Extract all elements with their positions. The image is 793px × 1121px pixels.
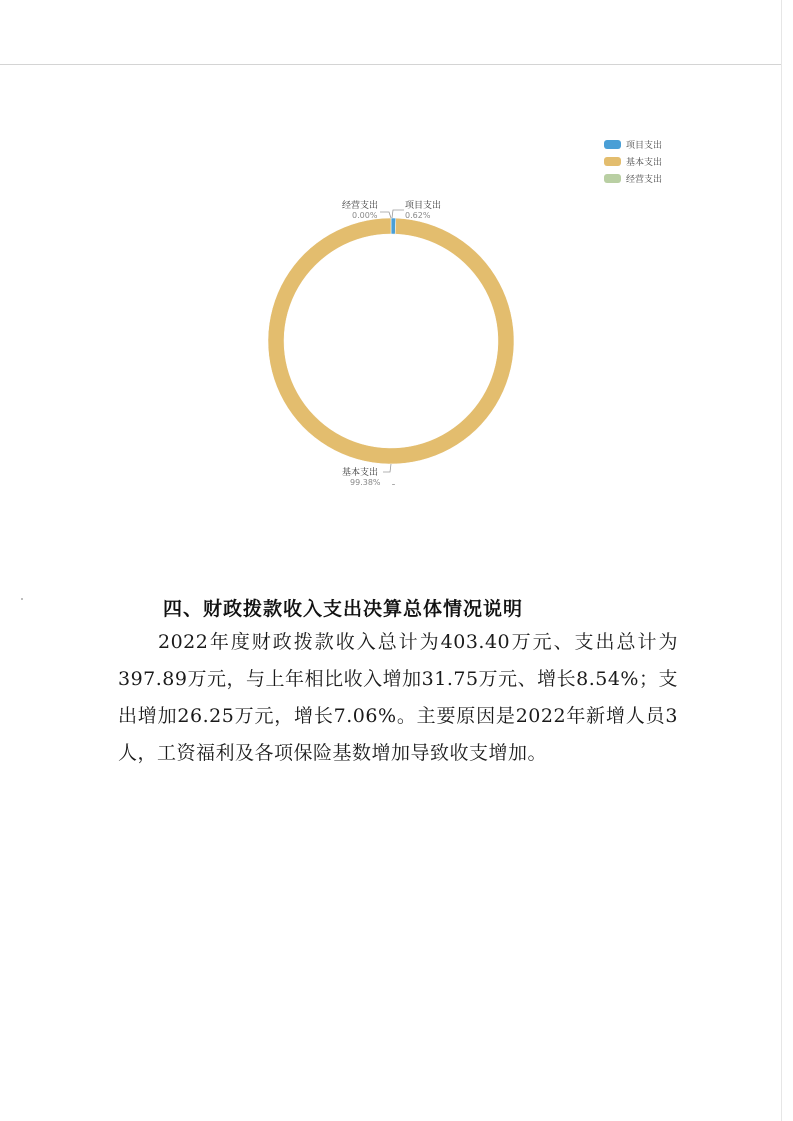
slice-label-basic [342,468,381,488]
scan-speck [21,598,23,600]
section-paragraph: 2022年度财政拨款收入总计为403.40万元、支出总计为397.89万元，与上年相比收入增加31.75万元、增长8.54%；支出增加26.25万元，增长7.06%。主要原因是2022年新增人员3人，工资福利及各项保险基数增加导致收支增加。 [118,631,678,764]
legend-swatch-basic [604,157,621,166]
slice-label-project [405,201,441,221]
legend-item-basic [604,153,662,170]
legend-label-basic: 基本支出 [626,158,663,168]
section-heading: 四、财政拨款收入支出决算总体情况说明 [163,598,524,620]
donut-slices [268,218,514,464]
legend-label-project: 项目支出 [626,141,663,151]
leader-line-basic [383,464,391,472]
chart-legend [604,136,662,187]
slice-label-basic-name: 基本支出 [342,468,379,478]
slice-label-project-value: 0.62% [405,211,431,220]
leader-line-operating [380,212,391,218]
slice-label-project-name: 项目支出 [405,201,442,211]
legend-swatch-project [604,140,621,149]
slice-label-operating [342,201,378,221]
legend-item-project [604,136,662,153]
donut-slice-basic [268,218,514,464]
slice-label-operating-name: 经营支出 [342,201,379,211]
legend-swatch-operating [604,174,621,183]
scan-speck [392,484,395,485]
donut-chart [0,0,793,560]
leader-line-project [392,210,404,218]
slice-label-operating-value: 0.00% [352,211,378,220]
label-leader-lines [380,210,404,472]
legend-item-operating [604,170,662,187]
legend-label-operating: 经营支出 [626,175,663,185]
slice-label-basic-value: 99.38% [350,478,381,487]
